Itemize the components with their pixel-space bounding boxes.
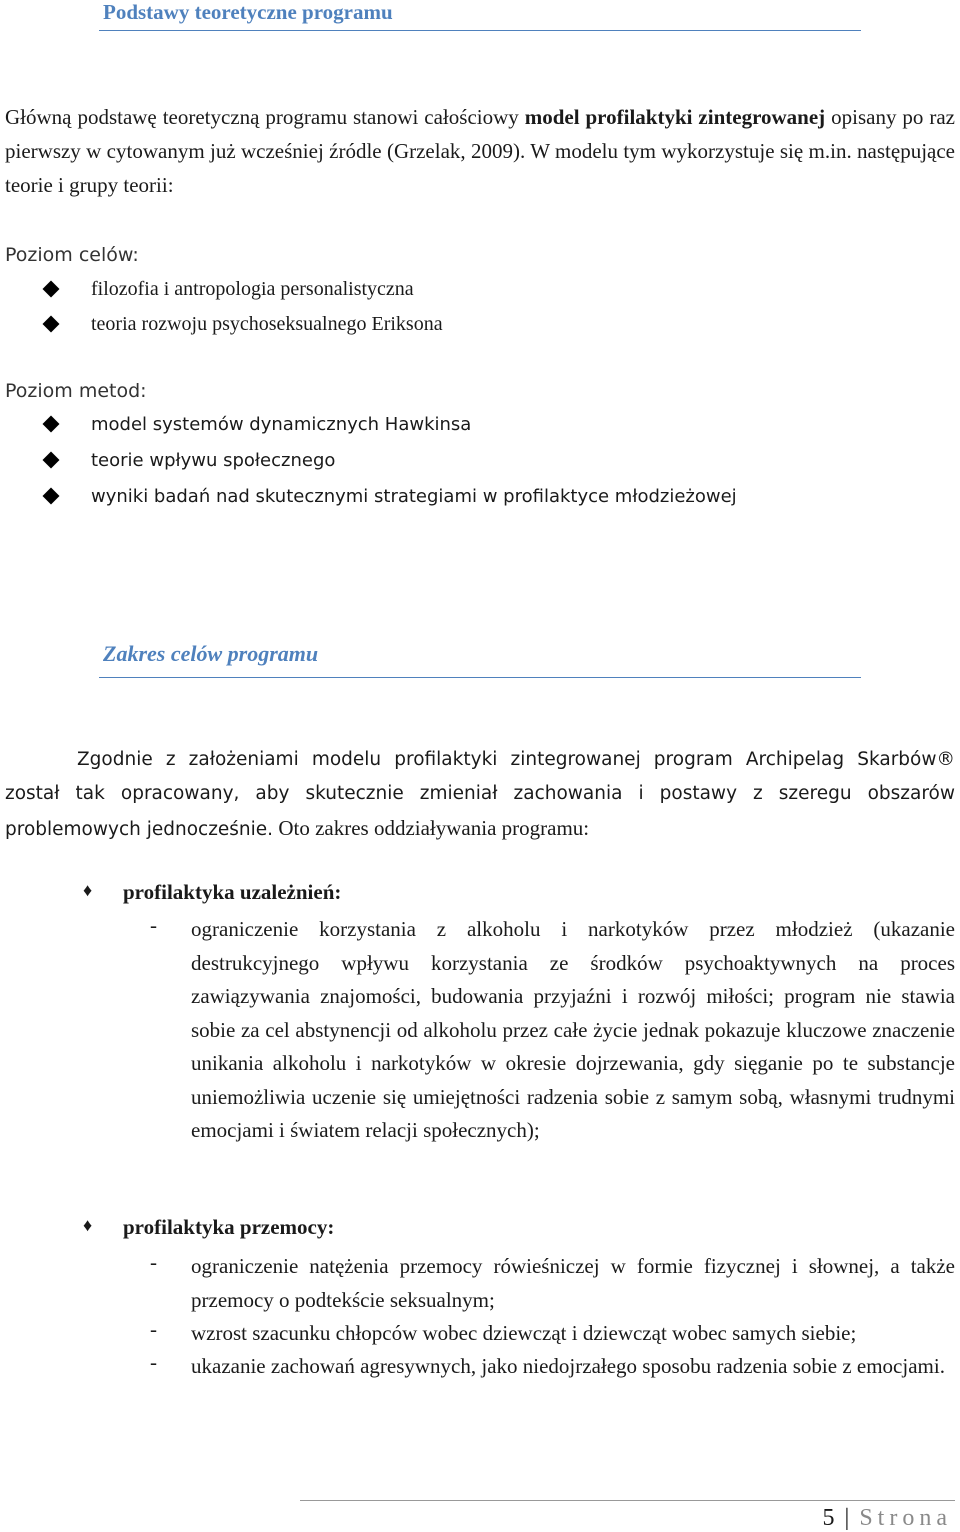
goals-item: filozofia i antropologia personalistyczna [91, 278, 414, 300]
area-title-violence [123, 1215, 334, 1240]
heading-underline [99, 30, 861, 31]
methods-item: model systemów dynamicznych Hawkinsa [91, 414, 472, 435]
section-heading-theory: Podstawy teoretyczne programu [103, 0, 393, 24]
spade-bullet-icon: ♦ [83, 880, 93, 900]
methods-item: teorie wpływu społecznego [91, 450, 336, 471]
methods-item: wyniki badań nad skutecznymi strategiami w profilaktyce młodzieżowej [91, 486, 737, 507]
area-item: ograniczenie korzystania z alkoholu i narkotyków przez młodzież (ukazanie destrukcyjnego wpływu korzystania ze środków psychoaktywnych na proces zawiązywania znajomości, budowania przyjaźni i rozwój miłości; program nie stawia sobie za cel abstynencji od alkoholu przez całe życie jednak pokazuje kluczowe znaczenie unikania alkoholu i narkotyków w okresie dojrzewania, gdy sięganie po te substancje uniemożliwia uczenie się umiejętności radzenia sobie z samym sobą, własnymi trudnymi emocjami i światem relacji społecznych); [191, 917, 955, 1142]
dash-bullet: - [150, 913, 157, 937]
area-title-text: profilaktyka uzależnień: [123, 880, 342, 904]
scope-intro-text-cont: Oto zakres oddziaływania programu: [273, 816, 590, 840]
scope-intro-paragraph [5, 743, 955, 847]
page-word: Strona [859, 1505, 952, 1531]
intro-bold-text: model profilaktyki zintegrowanej [524, 105, 826, 129]
intro-text: Główną podstawę teoretyczną programu stanowi całościowy [5, 105, 525, 129]
diamond-bullet-icon [43, 452, 60, 469]
footer-rule [300, 1500, 955, 1501]
page-number: 5 [822, 1505, 837, 1531]
area-item: wzrost szacunku chłopców wobec dziewcząt i dziewcząt wobec samych siebie; [191, 1321, 857, 1345]
dash-bullet: - [150, 1250, 157, 1274]
diamond-bullet-icon [43, 281, 60, 298]
spade-bullet-icon: ♦ [83, 1215, 93, 1235]
diamond-bullet-icon [43, 316, 60, 333]
area-title-text: profilaktyka przemocy: [123, 1215, 335, 1239]
section-heading-goals: Zakres celów programu [103, 641, 319, 666]
goals-item: teoria rozwoju psychoseksualnego Eriksona [91, 313, 443, 335]
methods-label: Poziom metod: [5, 380, 147, 402]
area-item: ukazanie zachowań agresywnych, jako niedojrzałego sposobu radzenia sobie z emocjami. [191, 1354, 945, 1378]
scope-intro-text: Zgodnie z założeniami modelu profilaktyki zintegrowanej program Archipelag Skarbów® został tak opracowany, aby skutecznie zmieniał zachowania i postawy z szeregu obszarów problemowych jednocześnie. [5, 749, 955, 840]
diamond-bullet-icon [43, 488, 60, 505]
heading-underline [99, 677, 861, 678]
area-item: ograniczenie natężenia przemocy rówieśniczej w formie fizycznej i słownej, a także przemocy o podtekście seksualnym; [191, 1254, 955, 1312]
dash-bullet: - [150, 1350, 157, 1374]
intro-text-cont: opisany po raz pierwszy w cytowanym już wcześniej źródle (Grzelak, 2009). W modelu tym wykorzystuje się m.in. następujące teorie i grupy teorii: [5, 105, 955, 197]
dash-bullet: - [150, 1317, 157, 1341]
intro-paragraph [5, 100, 955, 202]
area-title-addictions [123, 880, 341, 905]
diamond-bullet-icon [43, 416, 60, 433]
page-footer [823, 1505, 952, 1532]
footer-separator: | [844, 1505, 852, 1531]
goals-label: Poziom celów: [5, 244, 139, 266]
